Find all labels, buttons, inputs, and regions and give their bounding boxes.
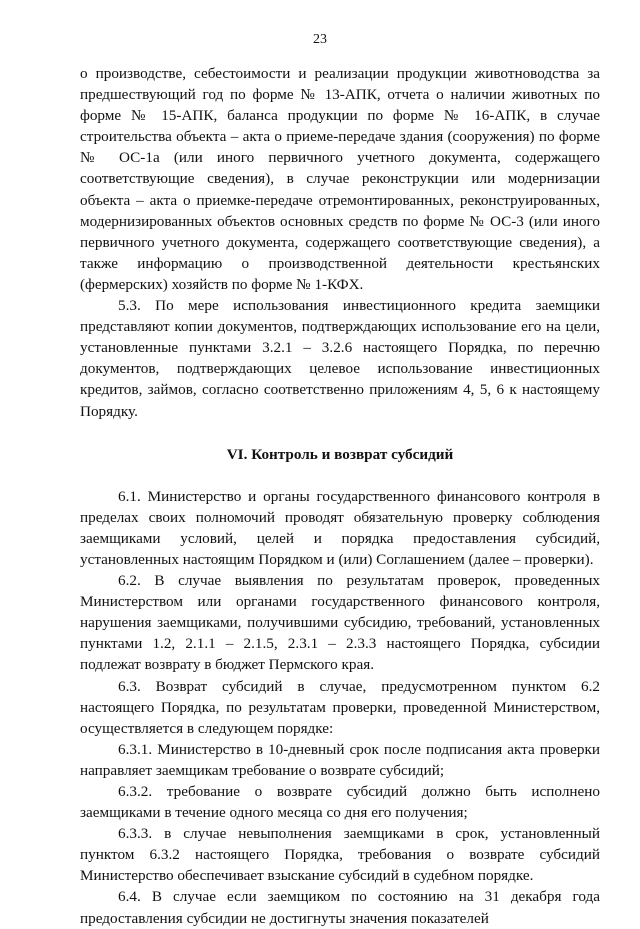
paragraph-6-1: 6.1. Министерство и органы государственного финансового контроля в пределах своих полномочий проводят обязательную проверку соблюдения заемщиками условий, целей и порядка предоставления субсидий, установленных настоящим Порядком и (или) Соглашением (далее – проверки). [80, 487, 600, 568]
document-body [80, 63, 600, 929]
paragraph-continuation: о производстве, себестоимости и реализации продукции животноводства за предшествующий год по форме № 13-АПК, отчета о наличии животных по форме № 15-АПК, баланса продукции по форме № 16-АПК, в случае строительства объекта – акта о приеме-передаче здания (сооружения) по форме № ОС-1а (или иного первичного учетного документа, содержащего соответствующие сведения), в случае реконструкции или модернизации объекта – акта о приемке-передаче отремонтированных, реконструированных, модернизированных объектов основных средств по форме № ОС-3 (или иного первичного учетного документа, содержащего соответствующие сведения), а также информацию о производственной деятельности крестьянских (фермерских) хозяйств по форме № 1-КФХ. [80, 65, 600, 293]
paragraph-5-3: 5.3. По мере использования инвестиционного кредита заемщики представляют копии документов, подтверждающих использование его на цели, установленные пунктами 3.2.1 – 3.2.6 настоящего Порядка, по перечню документов, подтверждающих целевое использование инвестиционных кредитов, займов, согласно соответственно приложениям 4, 5, 6 к настоящему Порядку. [80, 297, 600, 420]
paragraph-6-3: 6.3. Возврат субсидий в случае, предусмотренном пунктом 6.2 настоящего Порядка, по результатам проверки, проведенной Министерством, осуществляется в следующем порядке: [80, 677, 600, 737]
paragraph-6-3-3: 6.3.3. в случае невыполнения заемщиками в срок, установленный пунктом 6.3.2 настоящего Порядка, требования о возврате субсидий Министерство обеспечивает взыскание субсидий в судебном порядке. [80, 825, 600, 885]
page-number: 23 [313, 32, 327, 47]
section-heading: VI. Контроль и возврат субсидий [226, 445, 454, 463]
paragraph-6-3-2: 6.3.2. требование о возврате субсидий должно быть исполнено заемщиками в течение одного месяца со дня его получения; [80, 783, 600, 822]
paragraph-6-4: 6.4. В случае если заемщиком по состоянию на 31 декабря года предоставления субсидии не достигнуты значения показателей [80, 888, 600, 927]
paragraph-6-2: 6.2. В случае выявления по результатам проверок, проведенных Министерством или органами государственного финансового контроля, нарушения заемщиками, получившими субсидию, требований, установленных пунктами 1.2, 2.1.1 – 2.1.5, 2.3.1 – 2.3.3 настоящего Порядка, субсидии подлежат возврату в бюджет Пермского края. [80, 572, 600, 674]
paragraph-6-3-1: 6.3.1. Министерство в 10-дневный срок после подписания акта проверки направляет заемщикам требование о возврате субсидий; [80, 740, 600, 779]
